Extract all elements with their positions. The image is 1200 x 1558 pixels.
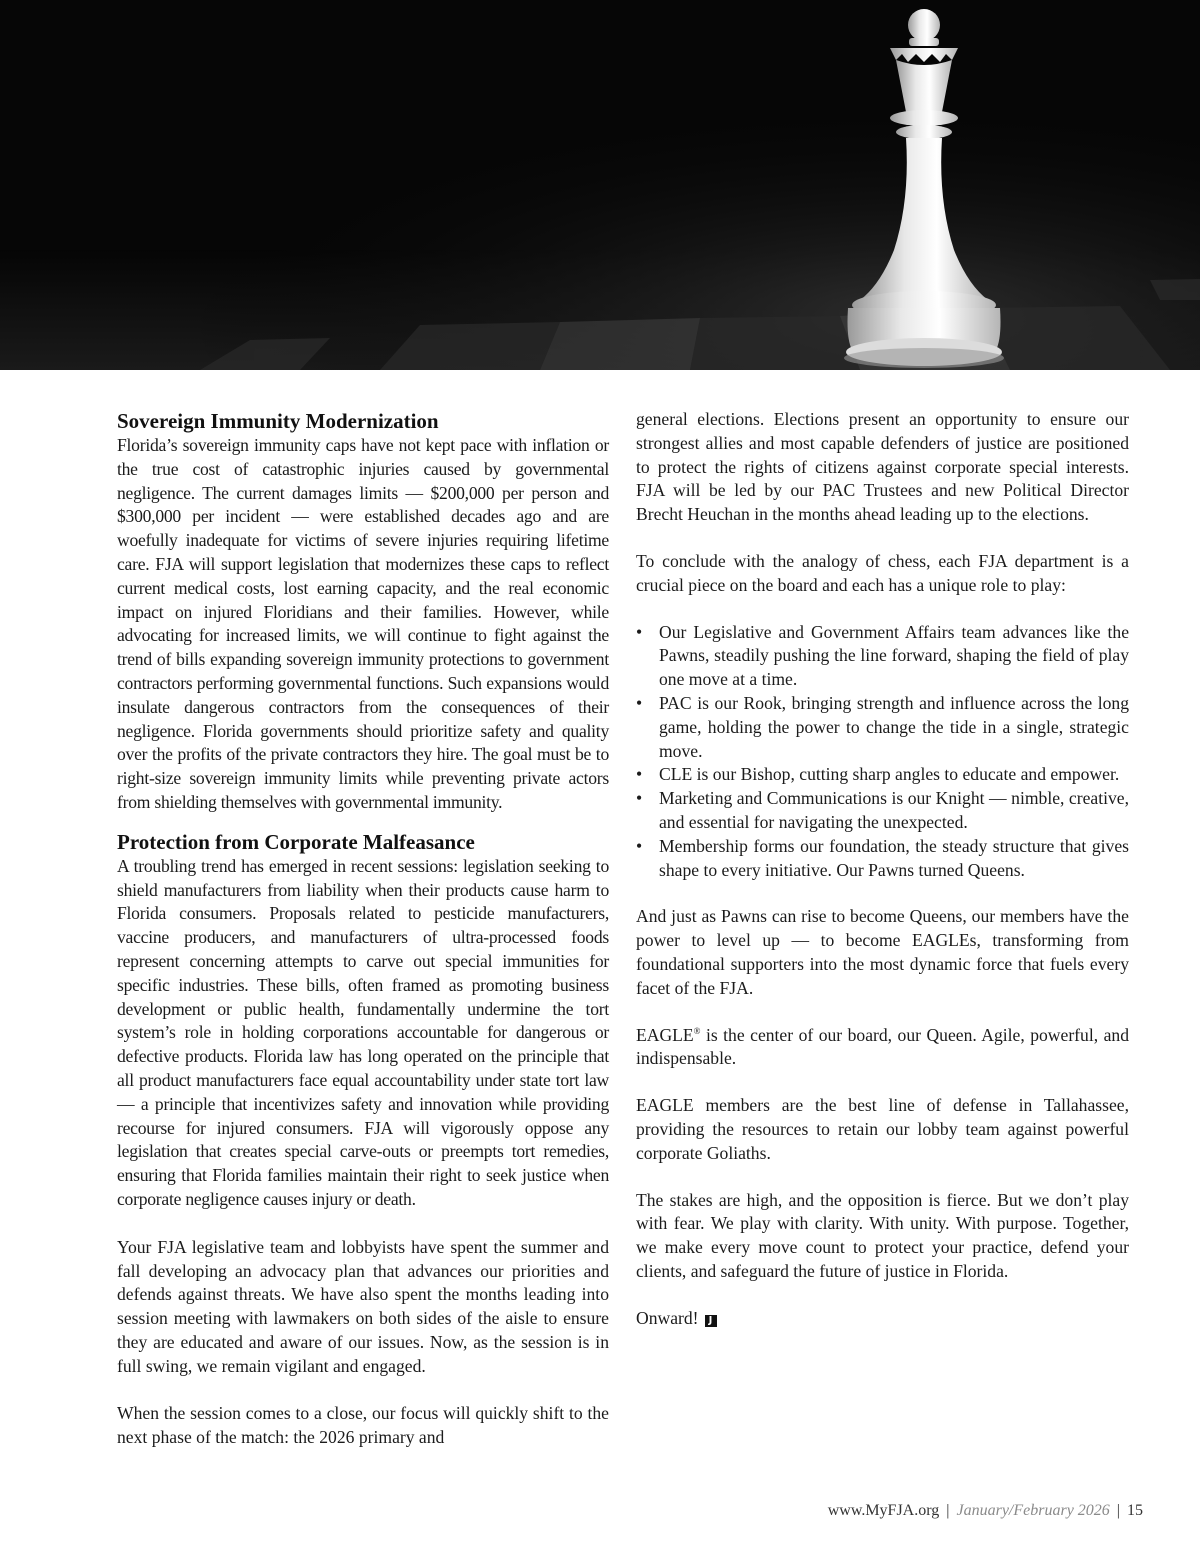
footer-separator: | — [1116, 1502, 1120, 1519]
paragraph-stakes: The stakes are high, and the opposition is fierce. But we don’t play with fear. We play with clarity. With unity. With purpose. Together, we make every move count to protect your practice, defend your clients, and safeguard the future of justice in Florida. — [636, 1189, 1129, 1281]
left-column — [117, 408, 609, 1450]
eagle-description: is the center of our board, our Queen. Agile, powerful, and indispensable. — [636, 1024, 1129, 1069]
paragraph-eagle-queen — [636, 1024, 1129, 1072]
eagle-word: EAGLE — [636, 1024, 694, 1045]
list-item: • CLE is our Bishop, cutting sharp angles to educate and empower. — [636, 763, 1129, 787]
paragraph-sovereign-immunity: Florida’s sovereign immunity caps have not kept pace with inflation or the true cost of catastrophic injuries caused by governmental negligence. The current damages limits — $200,000 per person and $300,000 per incident — were established decades ago and are woefully inadequate for victims of severe injuries requiring lifetime care. FJA will support legislation that modernizes these caps to reflect current medical costs, lost earning capacity, and the real economic impact on injured Floridians and their families. However, while advocating for increased limits, we will continue to fight against the trend of bills expanding sovereign immunity protections to government contractors performing governmental functions. Such expansions would insulate dangerous contractors from the consequences of their negligence. Florida governments should prioritize safety and quality over the profits of the private contractors they hire. The goal must be to right-size sovereign immunity limits while preventing private actors from shielding themselves with governmental immunity. — [117, 435, 609, 812]
paragraph-pawns-to-queens: And just as Pawns can rise to become Queens, our members have the power to level up — to become EAGLEs, transforming from foundational supporters into the most dynamic force that fuels every facet of the FJA. — [636, 906, 1129, 998]
list-item: • Marketing and Communications is our Knight — nimble, creative, and essential for navigating the unexpected. — [636, 787, 1129, 835]
paragraph-eagle-members: EAGLE members are the best line of defense in Tallahassee, providing the resources to retain our lobby team against powerful corporate Goliaths. — [636, 1095, 1129, 1163]
hero-image — [0, 0, 1200, 370]
list-item: • Membership forms our foundation, the steady structure that gives shape to every initiative. Our Pawns turned Queens. — [636, 835, 1129, 883]
page-footer — [828, 1502, 1143, 1520]
heading-corporate-malfeasance: Protection from Corporate Malfeasance — [117, 829, 475, 854]
page-number: 15 — [1127, 1502, 1143, 1519]
registered-mark: ® — [693, 1025, 701, 1036]
website-link[interactable]: www.MyFJA.org — [827, 1502, 940, 1519]
closing-word: Onward! — [636, 1307, 699, 1328]
list-item: • PAC is our Rook, bringing strength and influence across the long game, holding the power to change the tide in a single, strategic move. — [636, 692, 1129, 763]
closing-line — [636, 1307, 1129, 1331]
department-list — [636, 621, 1129, 883]
paragraph-elections: general elections. Elections present an opportunity to ensure our strongest allies and most capable defenders of justice are positioned to protect the rights of citizens against corporate special interests. FJA will be led by our PAC Trustees and new Political Director Brecht Heuchan in the months ahead leading up to the elections. — [636, 409, 1129, 525]
paragraph-legislative-team: Your FJA legislative team and lobbyists have spent the summer and fall developing an advocacy plan that advances our priorities and defends against threats. We have also spent the months leading into session meeting with lawmakers on both sides of the aisle to ensure they are educated and aware of our issues. Now, as the session is in full swing, we remain vigilant and engaged. — [117, 1236, 609, 1376]
paragraph-corporate-malfeasance: A troubling trend has emerged in recent sessions: legislation seeking to shield manufacturers from liability when their products cause harm to Florida consumers. Proposals related to pesticide manufacturers, vaccine producers, and manufacturers of ultra-processed foods represent concerning attempts to carve out special immunities for specific industries. These bills, often framed as promoting business development or public health, fundamentally undermine the tort system’s role in holding corporations accountable for dangerous or defective products. Florida law has long operated on the principle that all product manufacturers face equal accountability under state tort law — a principle that incentivizes safety and innovation while providing recourse for injured consumers. FJA will vigorously oppose any legislation that creates special carve-outs or preempts tort remedies, ensuring that Florida families maintain their right to seek justice when corporate negligence causes injury or death. — [117, 855, 609, 1209]
heading-sovereign-immunity: Sovereign Immunity Modernization — [117, 409, 439, 433]
chess-queen-illustration — [0, 0, 1200, 370]
paragraph-chess-analogy: To conclude with the analogy of chess, each FJA department is a crucial piece on the board and each has a unique role to play: — [636, 550, 1129, 595]
paragraph-session-end: When the session comes to a close, our focus will quickly shift to the next phase of the match: the 2026 primary and — [117, 1403, 609, 1448]
footer-separator: | — [946, 1502, 950, 1519]
list-item: • Our Legislative and Government Affairs team advances like the Pawns, steadily pushing the line forward, shaping the field of play one move at a time. — [636, 621, 1129, 692]
end-mark-icon: J — [705, 1315, 717, 1327]
issue-date: January/February 2026 — [956, 1502, 1110, 1519]
right-column — [636, 408, 1129, 1331]
